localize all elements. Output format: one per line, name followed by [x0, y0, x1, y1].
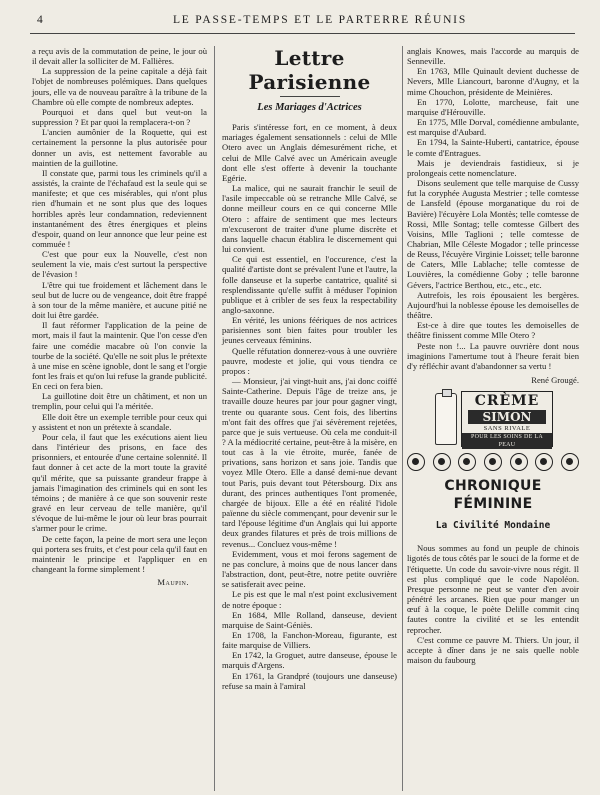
jar-icon	[435, 393, 457, 445]
paragraph: Evidemment, vous et moi ferons sagement de ne pas conclure, à moins que de nous lancer dans l'abstraction, dont, peut-être, notre petite ouvrière se satisferait avec peine.	[222, 548, 397, 590]
ad-brand: SIMON	[468, 410, 546, 424]
section-title: CHRONIQUE FÉMININE	[444, 478, 542, 513]
paragraph: En 1708, la Fanchon-Moreau, figurante, est faite marquise de Villiers.	[222, 629, 397, 651]
paragraph: En 1770, Lolotte, marcheuse, fait une marquise d'Hérouville.	[407, 96, 579, 117]
flower-icon	[484, 453, 502, 471]
paragraph: Quelle réfutation donnerez-vous à une ouvrière pauvre, modeste et jolie, qui vous tiendra ce propos :	[222, 345, 397, 376]
paragraph: L'être qui tue froidement et lâchement dans le seul but de lucre ou de vengeance, doit être frappé à son tour de la même manière, et aucune pitié ne doit lui être gardée.	[32, 279, 207, 321]
paragraph: Paris s'intéresse fort, en ce moment, à deux mariages également sensationnels : celui de Mlle Otero avec un Anglais démesurément riche, et celui de Mlle Calvé avec un Américain aveugle dont elle s'est offerte à devenir la touchante Egérie.	[222, 122, 397, 183]
paragraph: En 1761, la Grandpré (toujours une danseuse) refuse sa main à l'amiral	[222, 670, 397, 691]
paragraph: Il faut réformer l'application de la peine de mort, mais il faut la maintenir. Que l'on cesse d'en faire une comédie macabre où l'on convie la tourbe de la société. Qu'elle ne soit plus le prétexte à une mise en scène ignoble, dont le sang et l'orgie font les frais et qu'on lui refuse la grande publicité. En ceci on fera bien.	[32, 320, 207, 392]
column-right	[407, 46, 579, 665]
paragraph: En 1763, Mlle Quinault devient duchesse de Nevers, Mlle Liancourt, baronne d'Augny, et la mime Chouchon, présidente de Meinières.	[407, 66, 579, 97]
column-left	[32, 46, 207, 587]
paragraph: C'est comme ce pauvre M. Thiers. Un jour, il accepte à dîner dans je ne sais quelle noble maison du faubourg	[407, 634, 579, 666]
paragraph: C'est que pour eux la Nouvelle, c'est non seulement la vie, mais c'est surtout la perspective de l'évasion !	[32, 249, 207, 280]
paragraph: La malice, qui ne saurait franchir le seuil de l'asile impeccable où se retranche Mlle Calvé, se donne meilleur cours en ce qui concerne Mlle Otero : affaire de sentiment que mes lecteurs m'excuseront de traiter d'une plume discrète et dans laquelle chacun établira le discernement qui lui convient.	[222, 183, 397, 255]
ad-line: CRÈME	[474, 393, 540, 410]
title-rule	[280, 96, 340, 97]
header-rule	[30, 33, 575, 34]
paragraph: Pour cela, il faut que les exécutions aient lieu dans l'intérieur des prisons, en face des prisonniers, et entourée d'une certaine solennité. Il faut donner à cet acte de la mort toute la gravité qu'il mérite, que sa puissante grandeur frappe à jamais l'imagination des criminels qui en sont les témoins ; de manière à ce que son souvenir reste gravé en leur cerveau de telle manière, qu'il s'évoque de lui-même le jour où leur bras pourrait s'armer pour le crime.	[32, 431, 207, 534]
flower-icon	[407, 453, 425, 471]
author-signature: Maupin.	[157, 577, 189, 588]
paragraph: Mais je deviendrais fastidieux, si je prolongeais cette nomenclature.	[407, 157, 579, 178]
paragraph: Autrefois, les rois épousaient les bergères. Aujourd'hui la noblesse épouse les demoiselles de théâtre.	[407, 289, 579, 321]
paragraph: En 1742, la Groguet, autre danseuse, épouse le marquis d'Argens.	[222, 650, 397, 671]
paragraph: Pourquoi et dans quel but veut-on la suppression ? Et par quoi la remplacera-t-on ?	[32, 106, 207, 128]
flower-icon	[433, 453, 451, 471]
advertisement	[433, 391, 553, 447]
flower-icon	[510, 453, 528, 471]
section-subtitle: La Civilité Mondaine	[435, 520, 551, 532]
paragraph: Nous sommes au fond un peuple de chinois ligotés de tous côtés par le souci de la forme et de l'étiquette. Un code du savoir-vivre nous régit. Il est plus compliqué que le code Napoléon. Presque personne ne peut se vanter d'en avoir pénétré les arcanes. Rien que pour manger un œuf à la coque, le poète Delille commit cinq fautes contre la civilité et se les entendit reprocher.	[407, 543, 579, 635]
flower-icon	[458, 453, 476, 471]
ad-line: POUR LES SOINS DE LA PEAU	[462, 433, 552, 449]
paragraph: En 1794, la Sainte-Huberti, cantatrice, épouse le comte d'Entragues.	[407, 137, 579, 158]
column-divider	[214, 46, 215, 791]
column-divider	[402, 46, 403, 791]
paragraph: anglais Knowes, mais l'accorde au marquis de Senneville.	[407, 46, 579, 67]
paragraph: Il constate que, parmi tous les criminels qu'il a assistés, la crainte de l'échafaud est la seule qui se manifeste; et que ces misérables, qui n'ont plus rien d'humain et ne sont plus que des loques horribles après leur condamnation, redeviennent instantanément des êtres énergiques et pleins d'espoir, quand on leur annonce que leur peine est commuée !	[32, 167, 207, 249]
paragraph: En 1684, Mlle Rolland, danseuse, devient marquise de Saint-Géniès.	[222, 609, 397, 630]
ornament-divider	[407, 453, 579, 471]
author-signature: René Grougé.	[531, 375, 579, 385]
article-title: Lettre Parisienne	[248, 46, 371, 94]
paragraph: Ce qui est essentiel, en l'occurence, c'est la qualité d'artiste dont se prévalent l'une et l'autre, la folle danseuse et la superbe cantatrice, qualité si resplendissante qu'elle suffit à méduser l'opinion publique et à cribler de ses feux la respectability anglo-saxonne.	[222, 254, 397, 315]
paragraph: Le pis est que le mal n'est point exclusivement de notre époque :	[222, 589, 397, 610]
column-middle	[222, 46, 397, 691]
page-number: 4	[37, 14, 43, 26]
ad-label	[461, 391, 553, 447]
paragraph: La suppression de la peine capitale a déjà fait l'objet de nombreuses polémiques. Dans quelques jours, elle va de nouveau paraître à la tribune de la Chambre où elle compte de nombreux adeptes.	[32, 66, 207, 107]
paragraph: Peste non !... La pauvre ouvrière dont nous imaginions l'amertume tout à l'heure ferait bien d'y réfléchir avant d'abandonner sa vertu !	[407, 340, 579, 371]
paragraph: L'ancien aumônier de la Roquette, qui est certainement la personne la plus autorisée pour donner un avis, est nettement favorable au maintien de la guillotine.	[32, 127, 207, 168]
page-header	[0, 14, 600, 32]
flower-icon	[535, 453, 553, 471]
paragraph: De cette façon, la peine de mort sera une leçon qui portera ses fruits, et c'est pour cela qu'il faut en maintenir le principe et l'appliquer en en changeant la forme simplement !	[32, 533, 207, 574]
article-subtitle: Les Mariages d'Actrices	[257, 102, 362, 113]
paragraph: En vérité, les unions féériques de nos actrices parisiennes sont bien faites pour troubler les jeunes cerveaux féminins.	[222, 315, 397, 346]
paragraph: Elle doit être un exemple terrible pour ceux qui y assistent et non un prétexte à scandale.	[32, 411, 207, 432]
paragraph: En 1775, Mlle Dorval, comédienne ambulante, est marquise d'Aubard.	[407, 117, 579, 138]
paragraph: La guillotine doit être un châtiment, et non un tremplin, pour celui qui l'a méritée.	[32, 391, 207, 412]
paragraph: Est-ce à dire que toutes les demoiselles de théâtre finissent comme Mlle Otero ?	[407, 320, 579, 341]
ad-line: SANS RIVALE	[483, 425, 531, 433]
journal-title: LE PASSE-TEMPS ET LE PARTERRE RÉUNIS	[172, 14, 468, 26]
paragraph: — Monsieur, j'ai vingt-huit ans, j'ai donc coiffé Sainte-Catherine. Depuis l'âge de treize ans, je travaille douze heures par jour pour gagner vingt, trente ou quarante sous. Cent fois, des libertins m'ont fait des offres que j'ai sévèrement rejetées, parce que je suis vertueuse. Où cela me conduit-il ? A la médiocrité certaine, peut-être à la misère, en tout cas à la vie étroite, murée, fanée de privations, sans horizon et sans joie. Tandis que voyez Mlle Otero. Elle a dansé demi-nue devant tout Paris, puis devant tout Pétersbourg. Dix ans durant, des princes authentiques l'ont promenée, chargée de bijoux. Elle a été en réalité l'idole païenne du siècle commençant, pour devenir sur le tard l'épouse légitime d'un Anglais qui lui apporte deux grandes filatures et près de trois millions de revenus... Concluez vous-même !	[222, 376, 397, 549]
paragraph: Disons seulement que telle marquise de Cussy fut la coryphée Augusta Mestrier ; telle comtesse de Lansfeld (épouse morganatique du roi de Bavière) l'écuyère Lola Montès; telle comtesse de Rossi, Mlle Sontag; telle comtesse Gilbert des Voisins, Mlle Taglioni ; telle comtesse de Chabrian, Mlle Céleste Mogador ; telle princesse de Reuss, l'écuyère Virginie Loisset; telle baronne de Caters, Mlle Lablache; telle comtesse de Louvières, la comédienne Goby ; telle baronne Gévers, l'actrice Berthou, etc., etc., etc.	[407, 178, 579, 290]
paragraph: a reçu avis de la commutation de peine, le jour où il devait aller la solliciter de M. Fallières.	[32, 46, 207, 67]
flower-icon	[561, 453, 579, 471]
